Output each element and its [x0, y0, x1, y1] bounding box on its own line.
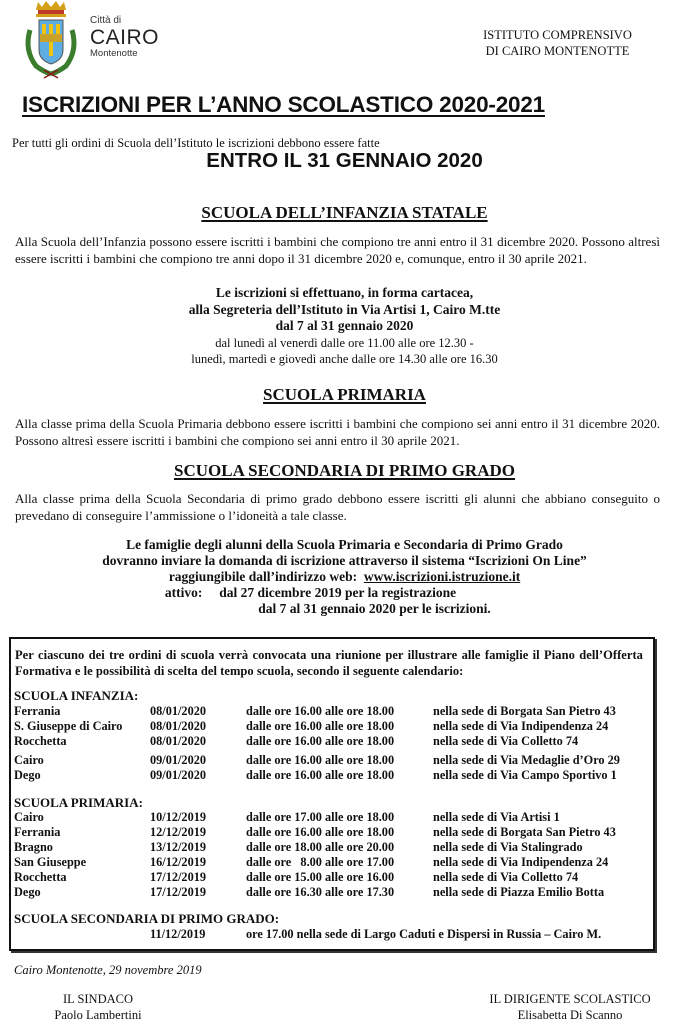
section-heading-secondaria: SCUOLA SECONDARIA DI PRIMO GRADO — [174, 461, 515, 480]
institute-line-1: ISTITUTO COMPRENSIVO — [483, 28, 632, 42]
hours-line-2: lunedì, martedì e giovedì anche dalle ore 14.30 alle ore 16.30 — [191, 352, 498, 366]
meeting-place: Rocchetta — [14, 734, 67, 748]
calendar-box — [9, 637, 655, 951]
signature-title: IL SINDACO — [62, 992, 134, 1006]
online-active-line-2: dal 7 al 31 gennaio 2020 per le iscrizioni. — [258, 601, 491, 616]
signature-mayor — [8, 991, 188, 1023]
meeting-location: nella sede di Borgata San Pietro 43 — [433, 704, 616, 718]
section-heading-primaria: SCUOLA PRIMARIA — [263, 385, 426, 404]
meeting-date: 08/01/2020 — [150, 734, 207, 748]
meeting-time: dalle ore 8.00 alle ore 17.00 — [246, 855, 395, 869]
meeting-date: 09/01/2020 — [150, 768, 207, 782]
signature-name: Paolo Lambertini — [54, 1008, 142, 1022]
calendar-heading-primaria: SCUOLA PRIMARIA: — [14, 795, 143, 810]
meeting-time: dalle ore 16.00 alle ore 18.00 — [246, 753, 395, 767]
city-suffix: Montenotte — [90, 48, 138, 59]
infanzia-enrollment-info — [0, 285, 689, 368]
secondaria-schedule-row — [14, 927, 654, 942]
meeting-location: nella sede di Via Indipendenza 24 — [433, 719, 609, 733]
calendar-heading-infanzia: SCUOLA INFANZIA: — [14, 688, 139, 703]
city-prefix: Città di — [90, 15, 122, 26]
online-line-1: Le famiglie degli alunni della Scuola Primaria e Secondaria di Primo Grado — [126, 537, 563, 552]
schedule-row — [14, 885, 654, 900]
meeting-time: dalle ore 18.00 alle ore 20.00 — [246, 840, 395, 854]
meeting-location: nella sede di Via Colletto 74 — [433, 734, 579, 748]
meeting-date: 16/12/2019 — [150, 855, 207, 869]
signature-name: Elisabetta Di Scanno — [517, 1008, 623, 1022]
online-line-2: dovranno inviare la domanda di iscrizione attraverso il sistema “Iscrizioni On Line” — [102, 553, 587, 568]
schedule-row — [14, 855, 654, 870]
online-line-3 — [0, 569, 689, 585]
meeting-date: 09/01/2020 — [150, 753, 207, 767]
meeting-date: 11/12/2019 — [150, 927, 206, 941]
meeting-location: nella sede di Via Stalingrado — [433, 840, 583, 854]
meeting-place: Dego — [14, 885, 41, 899]
meeting-date: 13/12/2019 — [150, 840, 207, 854]
infanzia-paragraph: Alla Scuola dell’Infanzia possono essere iscritti i bambini che compiono tre anni entro il 31 dicembre 2020. Possono altresì essere iscritti i bambini che compiono tre anni dopo il 31 dicembre 2020 e, comunque, entro il 30 aprile 2021. — [15, 234, 660, 266]
signature-title: IL DIRIGENTE SCOLASTICO — [489, 992, 651, 1006]
schedule-row — [14, 719, 654, 734]
schedule-row — [14, 753, 654, 768]
primaria-paragraph: Alla classe prima della Scuola Primaria debbono essere iscritti i bambini che compiono sei anni entro il 31 dicembre 2020. Possono altresì essere iscritti i bambini che compiono sei anni entro il 30 aprile 2021. — [15, 416, 660, 448]
meeting-time: dalle ore 15.00 alle ore 16.00 — [246, 870, 395, 884]
meeting-location: nella sede di Via Colletto 74 — [433, 870, 579, 884]
meeting-place: Rocchetta — [14, 870, 67, 884]
online-url-label: raggiungibile dall’indirizzo web: — [168, 569, 364, 584]
meeting-date: 10/12/2019 — [150, 810, 207, 824]
city-name: CAIRO — [90, 26, 160, 49]
online-active-line-1 — [0, 585, 655, 601]
meeting-place: Ferrania — [14, 825, 61, 839]
meeting-place: San Giuseppe — [14, 855, 87, 869]
schedule-row — [14, 704, 654, 719]
online-enrollment-info — [0, 537, 689, 617]
active-label: attivo: — [164, 585, 203, 600]
meeting-time: dalle ore 16.00 alle ore 18.00 — [246, 704, 395, 718]
meeting-place: Cairo — [14, 753, 44, 767]
schedule-row — [14, 734, 654, 749]
meeting-date: 17/12/2019 — [150, 885, 207, 899]
schedule-row — [14, 768, 654, 783]
meeting-time: dalle ore 16.00 alle ore 18.00 — [246, 825, 395, 839]
meeting-location: nella sede di Via Indipendenza 24 — [433, 855, 609, 869]
meeting-place: Dego — [14, 768, 41, 782]
hours-line-1: dal lunedì al venerdì dalle ore 11.00 alle ore 12.30 - — [215, 335, 474, 350]
meeting-place: Ferrania — [14, 704, 61, 718]
meeting-time: dalle ore 16.00 alle ore 18.00 — [246, 734, 395, 748]
meeting-date: 17/12/2019 — [150, 870, 207, 884]
enroll-dates: dal 7 al 31 gennaio 2020 — [275, 318, 414, 333]
schedule-row — [14, 840, 654, 855]
city-wordmark — [90, 16, 159, 59]
calendar-intro: Per ciascuno dei tre ordini di scuola verrà convocata una riunione per illustrare alle famiglie il Piano dell’Offerta Formativa e le possibilità di scelta del tempo scuola, secondo il seguente calendario: — [15, 648, 643, 678]
institute-line-2: DI CAIRO MONTENOTTE — [485, 44, 630, 58]
meeting-time: dalle ore 16.30 alle ore 17.30 — [246, 885, 395, 899]
meeting-location: nella sede di Via Artisi 1 — [433, 810, 560, 824]
meeting-time: dalle ore 17.00 alle ore 18.00 — [246, 810, 395, 824]
institute-name — [470, 27, 645, 59]
signature-principal — [480, 991, 660, 1023]
calendar-heading-secondaria: SCUOLA SECONDARIA DI PRIMO GRADO: — [14, 911, 280, 926]
intro-text: Per tutti gli ordini di Scuola dell’Istituto le iscrizioni debbono essere fatte — [12, 136, 380, 150]
enrollment-url-link[interactable]: www.iscrizioni.istruzione.it — [363, 569, 521, 584]
active-registration: dal 27 dicembre 2019 per la registrazione — [219, 585, 457, 600]
meeting-details: ore 17.00 nella sede di Largo Caduti e Dispersi in Russia – Cairo M. — [246, 927, 602, 941]
meeting-place: S. Giuseppe di Cairo — [14, 719, 123, 733]
meeting-date: 12/12/2019 — [150, 825, 207, 839]
schedule-row — [14, 810, 654, 825]
schedule-row — [14, 870, 654, 885]
schedule-row — [14, 825, 654, 840]
meeting-date: 08/01/2020 — [150, 704, 207, 718]
deadline-heading: ENTRO IL 31 GENNAIO 2020 — [206, 149, 483, 172]
meeting-location: nella sede di Via Medaglie d’Oro 29 — [433, 753, 620, 767]
page-title: ISCRIZIONI PER L’ANNO SCOLASTICO 2020-2021 — [22, 92, 545, 117]
meeting-location: nella sede di Piazza Emilio Botta — [433, 885, 605, 899]
meeting-time: dalle ore 16.00 alle ore 18.00 — [246, 768, 395, 782]
secondaria-paragraph: Alla classe prima della Scuola Secondaria di primo grado debbono essere iscritti gli alunni che abbiano conseguito o prevedano di conseguire l’ammissione o l’idoneità a tale classe. — [15, 491, 660, 523]
coat-of-arms-icon — [20, 0, 82, 80]
meeting-time: dalle ore 16.00 alle ore 18.00 — [246, 719, 395, 733]
meeting-place: Cairo — [14, 810, 44, 824]
enroll-line-1: Le iscrizioni si effettuano, in forma cartacea, — [215, 285, 474, 300]
meeting-date: 08/01/2020 — [150, 719, 207, 733]
section-heading-infanzia: SCUOLA DELL’INFANZIA STATALE — [201, 203, 488, 222]
signoff-date: Cairo Montenotte, 29 novembre 2019 — [14, 963, 202, 977]
meeting-location: nella sede di Via Campo Sportivo 1 — [433, 768, 617, 782]
meeting-location: nella sede di Borgata San Pietro 43 — [433, 825, 616, 839]
meeting-place: Bragno — [14, 840, 53, 854]
enroll-line-2: alla Segreteria dell’Istituto in Via Artisi 1, Cairo M.tte — [188, 301, 501, 317]
